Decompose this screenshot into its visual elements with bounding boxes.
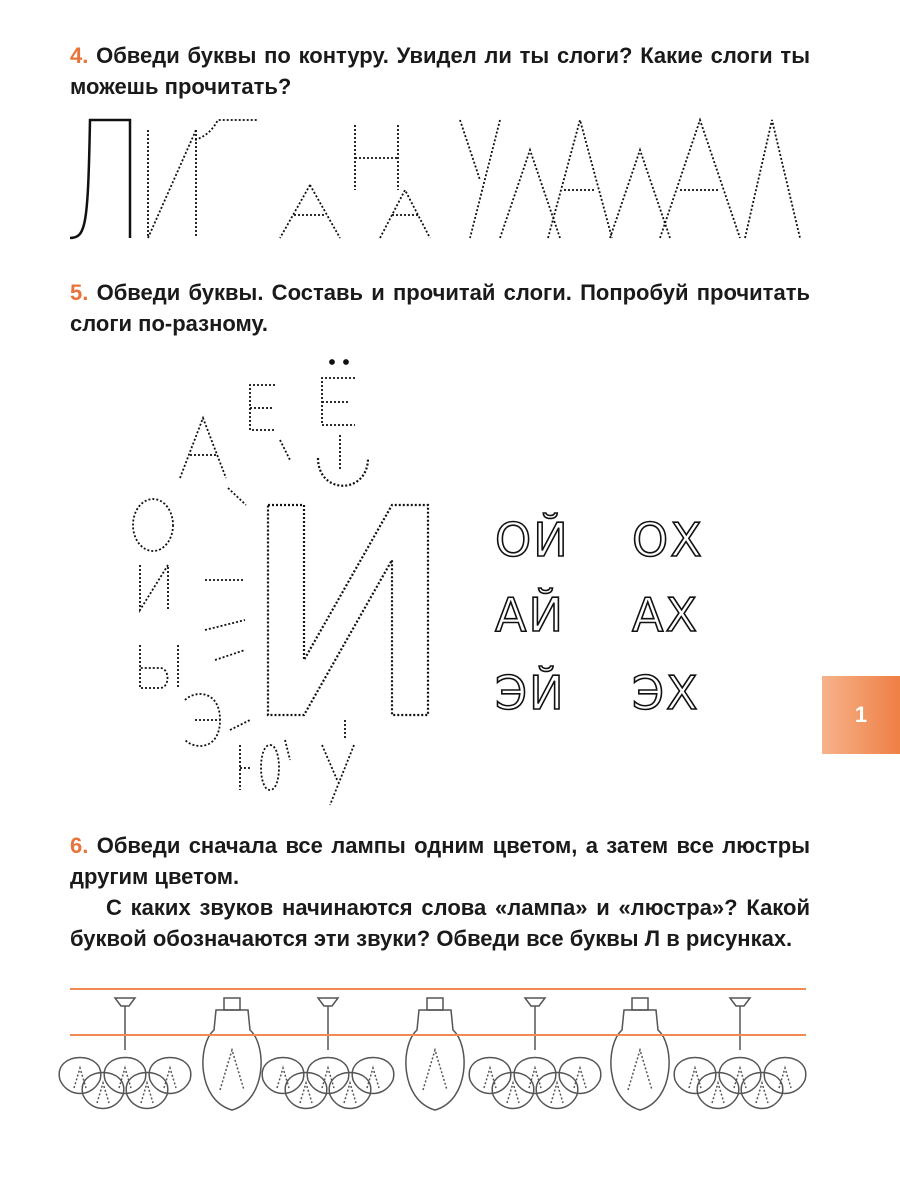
chandelier-shade-2-4 [352,1058,394,1094]
center-letter-i [268,505,428,715]
syllable-ay: АЙ [495,588,565,642]
lamp-base-1 [224,998,240,1010]
letter-a-4 [660,120,740,238]
ray-letter-a [180,418,226,478]
task-6-number: 6. [70,833,89,858]
chandelier-letter-l-2-1 [300,1083,312,1103]
chandelier-shade-4-0 [674,1058,716,1094]
chandelier-letter-l-2-4 [367,1068,379,1088]
letter-star [133,360,428,805]
lamp-bulb-3 [611,1010,669,1110]
chandelier-shade-2-3 [329,1073,371,1109]
ray-letter-e [185,694,220,746]
letter-l-2 [195,120,258,140]
task-6-text: Обведи сначала все лампы одним цветом, а затем все люстры другим цветом. [70,833,810,889]
chandelier-letter-l-2-2 [322,1068,334,1088]
lamp-letter-l-1 [220,1050,244,1090]
letter-a-1 [280,185,340,238]
lamp-base-2 [427,998,443,1010]
chandelier-letter-l-3-3 [551,1083,563,1103]
lamp-letter-l-3 [628,1050,652,1090]
syllable-oh: ОХ [632,513,704,567]
chandelier-shade-1-0 [59,1058,101,1094]
lamps-row [59,998,806,1110]
chandelier-letter-l-1-1 [97,1083,109,1103]
lamp-letter-l-2 [423,1050,447,1090]
chandelier-shade-1-1 [82,1073,124,1109]
letters-row [70,120,800,238]
chandelier-shade-3-2 [514,1058,556,1094]
lamp-bulb-2 [406,1010,464,1110]
ray-letter-o [133,499,173,551]
task-5 [70,277,810,339]
syllable-eh: ЭХ [632,666,700,720]
chandelier-shade-3-4 [559,1058,601,1094]
top-rule [70,988,806,990]
chandelier-shade-3-3 [536,1073,578,1109]
syllable-ah: АХ [632,588,699,642]
chandelier-cap-3 [525,998,545,1006]
chandelier-shade-4-3 [741,1073,783,1109]
task-5-text: Обведи буквы. Составь и прочитай слоги. Попробуй прочитать слоги по-разному. [70,280,810,336]
letter-l-4 [610,150,670,238]
chandelier-letter-l-4-0 [689,1068,701,1088]
chandelier-letter-l-1-0 [74,1068,86,1088]
lamp-base-3 [632,998,648,1010]
chandelier-letter-l-4-1 [712,1083,724,1103]
letter-a-2 [380,190,430,238]
letter-a-3 [548,120,612,238]
bottom-rule [70,1034,806,1036]
chandelier-cap-1 [115,998,135,1006]
task-5-number: 5. [70,280,89,305]
task-6 [70,830,810,954]
chandelier-cap-2 [318,998,338,1006]
ray-letter-y [140,645,178,688]
task-4-text: Обведи буквы по контуру. Увидел ли ты слоги? Какие слоги ты можешь прочитать? [70,43,810,99]
letter-n [355,125,398,190]
chandelier-shade-1-4 [149,1058,191,1094]
chandelier-shade-2-1 [285,1073,327,1109]
chandelier-shade-4-1 [697,1073,739,1109]
chandelier-shade-1-2 [104,1058,146,1094]
chandelier-letter-l-4-2 [734,1068,746,1088]
chandelier-shade-2-0 [262,1058,304,1094]
task-4-number: 4. [70,43,89,68]
chandelier-letter-l-1-2 [119,1068,131,1088]
chandelier-letter-l-3-0 [484,1068,496,1088]
syllable-ey: ЭЙ [495,666,566,720]
letter-i [148,130,196,238]
chandelier-cap-4 [730,998,750,1006]
chandelier-shade-4-4 [764,1058,806,1094]
rays [205,440,345,760]
chandelier-letter-l-2-0 [277,1068,289,1088]
letter-l-1 [70,120,130,238]
chandelier-letter-l-3-2 [529,1068,541,1088]
ray-letter-yu [240,745,279,790]
syllable-oy: ОЙ [495,513,570,567]
task-6-text-2: С каких звуков начинаются слова «лампа» и «люстра»? Какой буквой обозначаются эти звуки? Обведи все буквы Л в рисунках. [70,895,810,951]
lamp-bulb-1 [203,1010,261,1110]
ray-letter-u [322,745,354,805]
chandelier-letter-l-2-3 [344,1083,356,1103]
ray-letter-ye [250,385,275,430]
chandelier-letter-l-4-3 [756,1083,768,1103]
chapter-tab: 1 [822,676,900,754]
letter-l-5 [745,120,800,238]
ray-letter-yo [322,378,355,425]
arc-shape [318,458,368,486]
chandelier-letter-l-3-1 [507,1083,519,1103]
chandelier-shade-3-1 [492,1073,534,1109]
chandelier-shade-2-2 [307,1058,349,1094]
ray-letter-i [140,565,168,610]
chandelier-letter-l-4-4 [779,1068,791,1088]
chandelier-shade-3-0 [469,1058,511,1094]
chandelier-shade-4-2 [719,1058,761,1094]
chandelier-letter-l-1-3 [141,1083,153,1103]
letter-u [460,120,500,238]
chandelier-letter-l-1-4 [164,1068,176,1088]
chandelier-letter-l-3-4 [574,1068,586,1088]
chandelier-shade-1-3 [126,1073,168,1109]
